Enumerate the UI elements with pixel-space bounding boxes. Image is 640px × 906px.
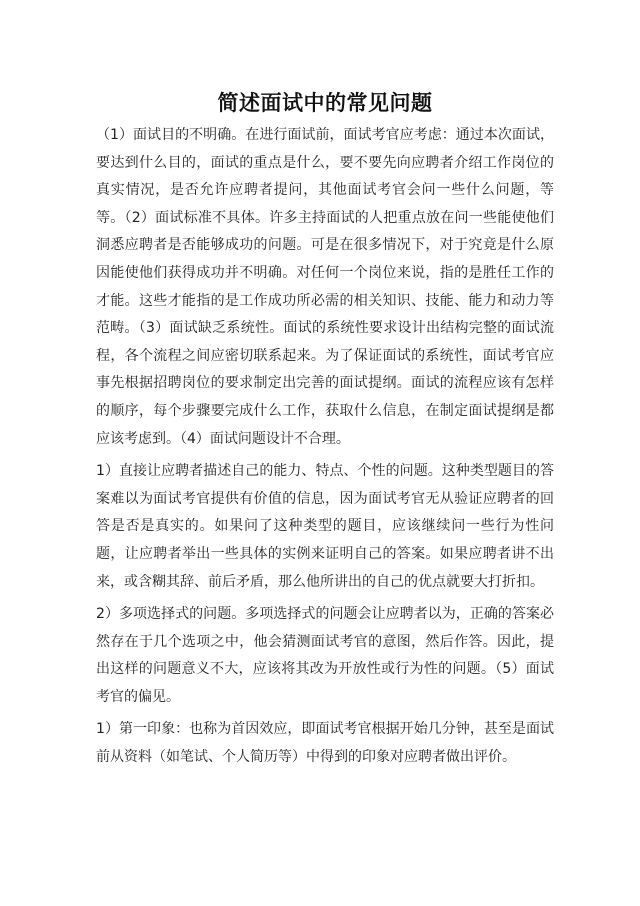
paragraph-first-impression: 1）第一印象：也称为首因效应，即面试考官根据开始几分钟，甚至是面试前从资料（如笔试、个人简历等）中得到的印象对应聘者做出评价。 [96,721,554,766]
document-title: 简述面试中的常见问题 [217,91,433,115]
paragraph-self-description-questions: 1）直接让应聘者描述自己的能力、特点、个性的问题。这种类型题目的答案难以为面试考官提供有价值的信息，因为面试考官无从验证应聘者的回答是否是真实的。如果问了这种类型的题目，应该继续问一些行为性问题，让应聘者举出一些具体的实例来证明自己的答案。如果应聘者讲不出来，或含糊其辞、前后矛盾，那么他所讲出的自己的优点就要大打折扣。 [96,463,554,590]
paragraph-multiple-choice-questions: 2）多项选择式的问题。多项选择式的问题会让应聘者以为，正确的答案必然存在于几个选项之中，他会猜测面试考官的意图，然后作答。因此，提出这样的问题意义不大，应该将其改为开放性或行为性的问题。（5）面试考官的偏见。 [96,606,554,705]
document-page [96,88,554,777]
paragraph-interview-problems: （1）面试目的不明确。在进行面试前，面试考官应考虑：通过本次面试，要达到什么目的，面试的重点是什么，要不要先向应聘者介绍工作岗位的真实情况，是否允许应聘者提问，其他面试考官会问一些什么问题，等等。（2）面试标准不具体。许多主持面试的人把重点放在问一些能使他们洞悉应聘者是否能够成功的问题。可是在很多情况下，对于究竟是什么原因能使他们获得成功并不明确。对任何一个岗位来说，指的是胜任工作的才能。这些才能指的是工作成功所必需的相关知识、技能、能力和动力等范畴。（3）面试缺乏系统性。面试的系统性要求设计出结构完整的面试流程，各个流程之间应密切联系起来。为了保证面试的系统性，面试考官应事先根据招聘岗位的要求制定出完善的面试提纲。面试的流程应该有怎样的顺序，每个步骤要完成什么工作，获取什么信息，在制定面试提纲是都应该考虑到。（4）面试问题设计不合理。 [96,127,554,447]
